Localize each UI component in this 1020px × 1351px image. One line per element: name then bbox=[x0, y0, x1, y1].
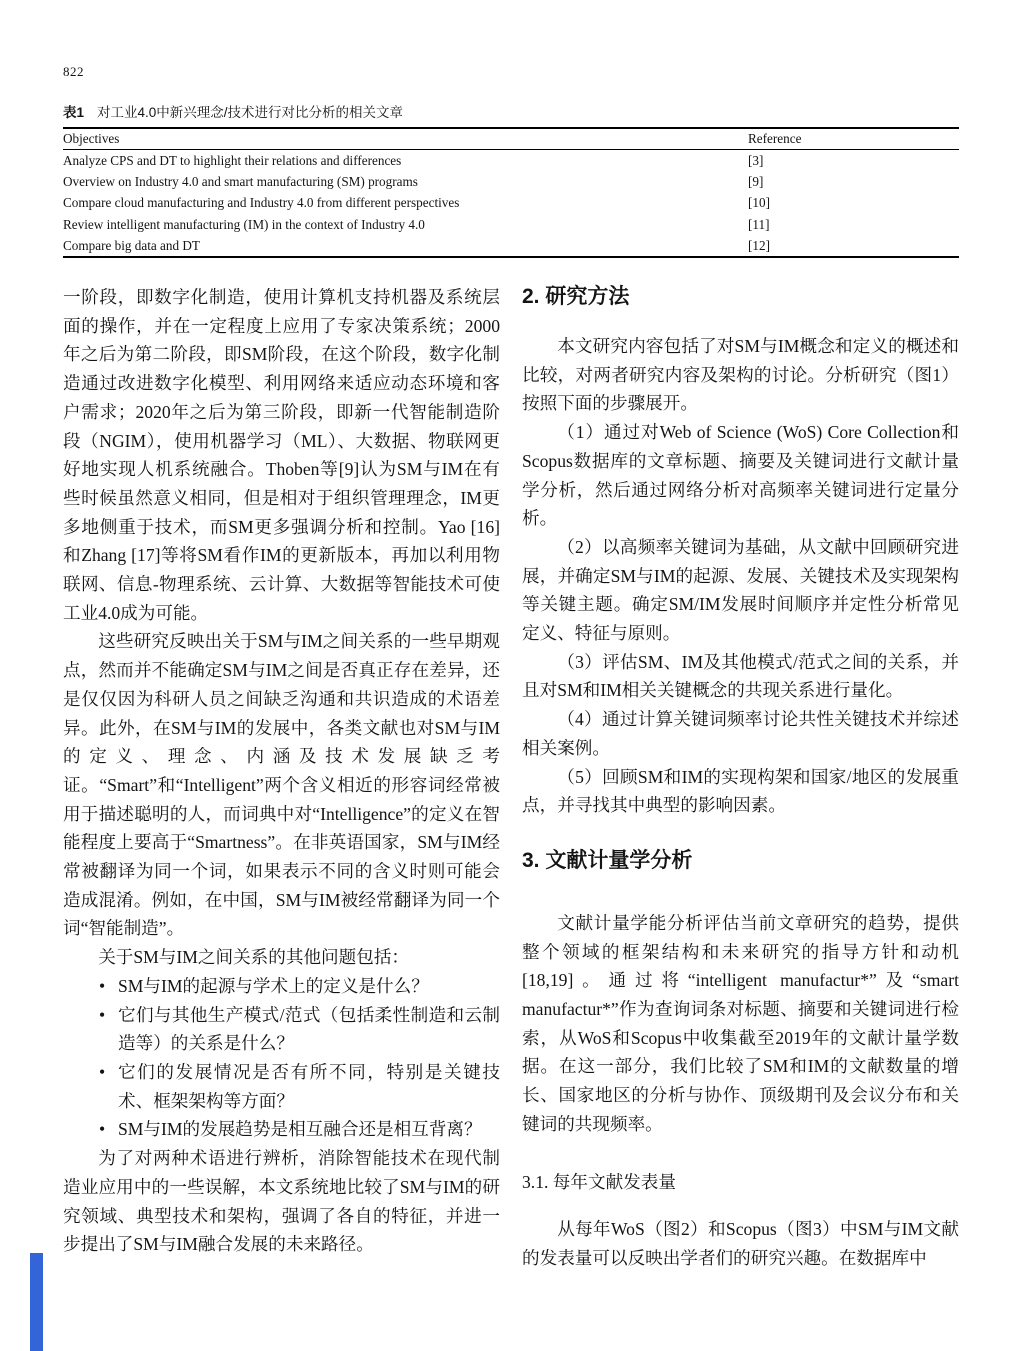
table-caption bbox=[63, 101, 403, 121]
section-heading-bibliometrics: 3. 文献计量学分析 bbox=[522, 848, 693, 872]
list-item-text: 它们与其他生产模式/范式（包括柔性制造和云制造等）的关系是什么？ bbox=[118, 1004, 500, 1054]
two-column-body bbox=[63, 283, 959, 1273]
table-row bbox=[63, 171, 959, 192]
table-row bbox=[63, 192, 959, 213]
bullet-icon: • bbox=[99, 1119, 106, 1140]
method-step: （1）通过对Web of Science (WoS) Core Collection和Scopus数据库的文章标题、摘要及关键词进行文献计量学分析，然后通过网络分析对高频率关键词进行定量分析。 bbox=[522, 422, 959, 529]
reference-cell: [9] bbox=[748, 174, 764, 190]
method-step: （3）评估SM、IM及其他模式/范式之间的关系，并且对SM和IM相关关键概念的共现关系进行量化。 bbox=[522, 651, 959, 701]
bullet-icon: • bbox=[99, 975, 106, 996]
list-item bbox=[97, 1058, 500, 1115]
body-paragraph: 为了对两种术语进行辨析，消除智能技术在现代制造业应用中的一些误解，本文系统地比较了SM与IM的研究领域、典型技术和架构，强调了各自的特征，并进一步提出了SM与IM融合发展的未来路径。 bbox=[63, 1148, 500, 1255]
column-header-reference: Reference bbox=[748, 128, 959, 150]
body-paragraph: 一阶段，即数字化制造，使用计算机支持机器及系统层面的操作，并在一定程度上应用了专家决策系统；2000年之后为第二阶段，即SM阶段，在这个阶段，数字化制造通过改进数字化模型、利用网络来适应动态环境和客户需求；2020年之后为第三阶段，即新一代智能制造阶段（NGIM），使用机器学习（ML）、大数据、物联网更好地实现人机系统融合。Thoben等[9]认为SM与IM在有些时候虽然意义相同，但是相对于组织管理理念，IM更多地侧重于技术，而SM更多强调分析和控制。Yao [16]和Zhang [17]等将SM看作IM的更新版本，再加以利用物联网、信息-物理系统、云计算、大数据等智能技术可使工业4.0成为可能。 bbox=[63, 287, 500, 623]
objective-cell: Compare big data and DT bbox=[63, 237, 200, 253]
right-column bbox=[522, 283, 959, 1273]
method-step: （2）以高频率关键词为基础，从文献中回顾研究进展，并确定SM与IM的起源、发展、关键技术及实现架构等关键主题。确定SM/IM发展时间顺序并定性分析常见定义、特征与原则。 bbox=[522, 536, 959, 644]
list-item-text: SM与IM的发展趋势是相互融合还是相互背离？ bbox=[118, 1119, 482, 1140]
list-item bbox=[97, 1001, 500, 1058]
objective-cell: Review intelligent manufacturing (IM) in the context of Industry 4.0 bbox=[63, 216, 425, 232]
page-number: 822 bbox=[63, 64, 84, 79]
column-header-objectives: Objectives bbox=[63, 128, 748, 150]
body-paragraph: 关于SM与IM之间关系的其他问题包括： bbox=[98, 947, 410, 968]
reference-cell: [3] bbox=[748, 153, 764, 168]
body-paragraph: 从每年WoS（图2）和Scopus（图3）中SM与IM文献的发表量可以反映出学者们的研究兴趣。在数据库中 bbox=[522, 1219, 959, 1268]
comparison-table bbox=[63, 127, 959, 258]
section-heading-methods: 2. 研究方法 bbox=[522, 285, 630, 308]
body-paragraph: 本文研究内容包括了对SM与IM概念和定义的概述和比较，对两者研究内容及架构的讨论。分析研究（图1）按照下面的步骤展开。 bbox=[522, 336, 959, 414]
table-caption-label: 表1 bbox=[63, 105, 85, 120]
list-item bbox=[97, 972, 500, 1001]
table-header-row bbox=[63, 128, 959, 150]
subsection-heading-annual-publications: 3.1. 每年文献发表量 bbox=[522, 1171, 676, 1192]
left-column bbox=[63, 283, 500, 1273]
list-item bbox=[97, 1115, 500, 1144]
table-row bbox=[63, 235, 959, 257]
table-row bbox=[63, 150, 959, 172]
reference-cell: [12] bbox=[748, 237, 770, 253]
body-paragraph: 文献计量学能分析评估当前文章研究的趋势，提供整个领域的框架结构和未来研究的指导方针和动机[18,19]。通过将“intelligent manufactur*”及“smart manufactur*”作为查询词条对标题、摘要和关键词进行检索，从WoS和Scopus中收集截至2019年的文献计量学数据。在这一部分，我们比较了SM和IM的文献数量的增长、国家地区的分析与协作、顶级期刊及会议分布和关键词的共现频率。 bbox=[522, 912, 959, 1134]
reference-cell: [10] bbox=[748, 195, 770, 211]
method-step: （4）通过计算关键词频率讨论共性关键技术并综述相关案例。 bbox=[522, 709, 959, 758]
reference-cell: [11] bbox=[748, 216, 770, 232]
objective-cell: Analyze CPS and DT to highlight their relations and differences bbox=[63, 153, 402, 168]
list-item-text: SM与IM的起源与学术上的定义是什么？ bbox=[118, 975, 429, 996]
body-paragraph: 这些研究反映出关于SM与IM之间关系的一些早期观点，然而并不能确定SM与IM之间是否真正存在差异，还是仅仅因为科研人员之间缺乏沟通和共识造成的术语差异。此外，在SM与IM的发展中，各类文献也对SM与IM的定义、理念、内涵及技术发展缺乏考证。“Smart”和“Intelligent”两个含义相近的形容词经常被用于描述聪明的人，而词典中对“Intelligence”的定义在智能程度上要高于“Smartness”。在非英语国家，SM与IM经常被翻译为同一个词，如果表示不同的含义时则可能会造成混淆。例如，在中国，SM与IM被经常翻译为同一个词“智能制造”。 bbox=[63, 631, 500, 939]
objective-cell: Compare cloud manufacturing and Industry 4.0 from different perspectives bbox=[63, 195, 460, 211]
list-item-text: 它们的发展情况是否有所不同，特别是关键技术、框架架构等方面？ bbox=[118, 1061, 500, 1111]
method-step: （5）回顾SM和IM的实现构架和国家/地区的发展重点，并寻找其中典型的影响因素。 bbox=[522, 766, 959, 816]
bullet-icon: • bbox=[99, 1061, 106, 1082]
table-caption-text: 对工业4.0中新兴理念/技术进行对比分析的相关文章 bbox=[97, 105, 404, 120]
bullet-icon: • bbox=[99, 1004, 106, 1025]
objective-cell: Overview on Industry 4.0 and smart manufacturing (SM) programs bbox=[63, 174, 418, 190]
question-list bbox=[63, 972, 500, 1144]
table-row bbox=[63, 214, 959, 235]
blue-marker bbox=[30, 1253, 43, 1351]
